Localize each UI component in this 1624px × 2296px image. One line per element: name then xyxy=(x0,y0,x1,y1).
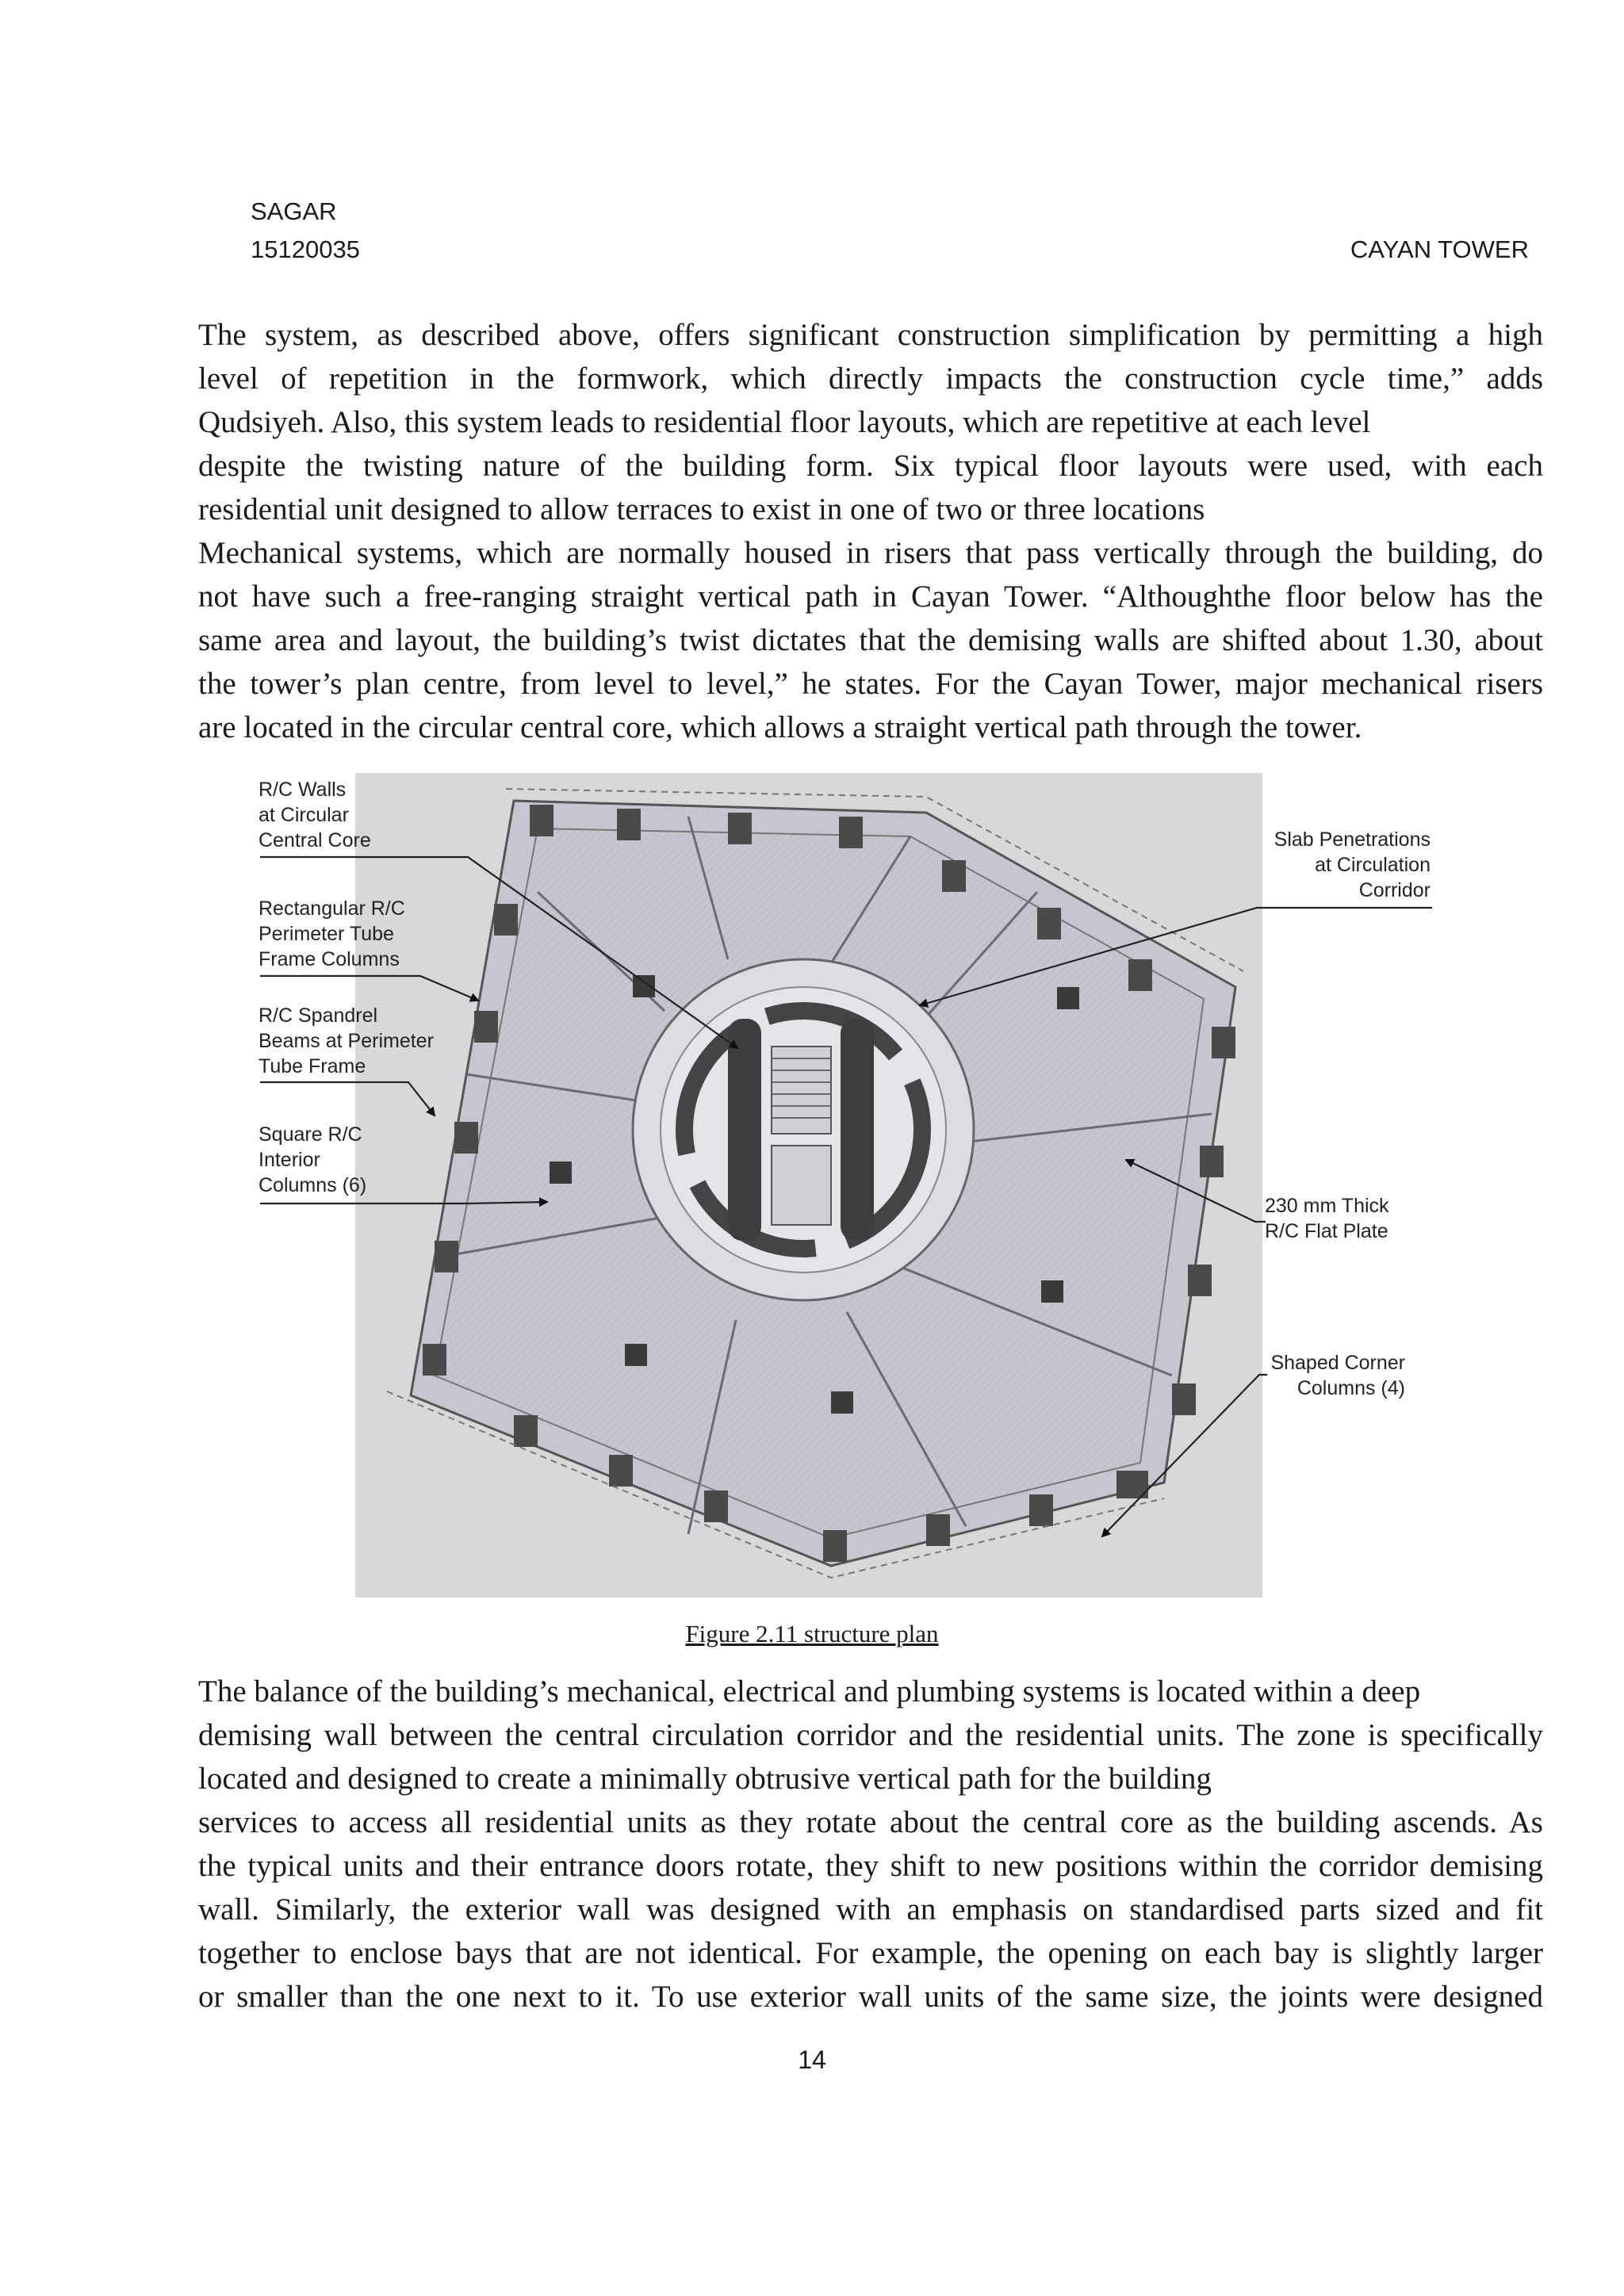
callout-spandrel-beams: R/C Spandrel Beams at Perimeter Tube Frame xyxy=(259,1004,434,1077)
floor-plan-drawing xyxy=(355,773,1262,1598)
callout-flat-plate: 230 mm Thick R/C Flat Plate xyxy=(1265,1195,1389,1242)
callout-slab-penetrations: Slab Penetrations at Circulation Corridor xyxy=(1274,828,1431,901)
text-line: are located in the circular central core, which allows a straight vertical path through the tower. xyxy=(198,710,1362,744)
header-document-title: CAYAN TOWER xyxy=(1350,235,1529,263)
text-line: Mechanical systems, which are normally housed in risers that pass vertically through the building, do xyxy=(198,536,1543,570)
text-line: same area and layout, the building’s twist dictates that the demising walls are shifted about 1.30, about xyxy=(198,623,1543,657)
callout-rect-columns: Rectangular R/C Perimeter Tube Frame Columns xyxy=(259,897,405,970)
text-line: Qudsiyeh. Also, this system leads to residential floor layouts, which are repetitive at each level xyxy=(198,405,1371,439)
text-line: wall. Similarly, the exterior wall was designed with an emphasis on standardised parts sized and fit xyxy=(198,1892,1543,1927)
text-line: located and designed to create a minimally obtrusive vertical path for the building xyxy=(198,1762,1212,1796)
text-line: the typical units and their entrance doors rotate, they shift to new positions within the corridor demising xyxy=(198,1849,1543,1883)
page-number: 14 xyxy=(798,2045,826,2074)
header-author-name: SAGAR xyxy=(251,197,337,225)
text-line: The balance of the building’s mechanical, electrical and plumbing systems is located within a deep xyxy=(198,1674,1421,1709)
text-line: despite the twisting nature of the building form. Six typical floor layouts were used, with each xyxy=(198,449,1543,483)
callout-core-walls: R/C Walls at Circular Central Core xyxy=(259,779,371,851)
text-line: or smaller than the one next to it. To use exterior wall units of the same size, the joints were designed xyxy=(198,1980,1543,2014)
structure-plan-figure xyxy=(355,773,1262,1598)
callout-square-columns: Square R/C Interior Columns (6) xyxy=(259,1123,367,1196)
text-line: services to access all residential units as they rotate about the central core as the building ascends. As xyxy=(198,1805,1543,1839)
body-paragraph-2 xyxy=(198,1670,1543,2019)
text-line: together to enclose bays that are not identical. For example, the opening on each bay is slightly larger xyxy=(198,1936,1543,1970)
text-line: The system, as described above, offers significant construction simplification by permitting a high xyxy=(198,318,1543,352)
callout-corner-columns: Shaped Corner Columns (4) xyxy=(1270,1352,1405,1399)
text-line: not have such a free-ranging straight vertical path in Cayan Tower. “Althoughthe floor below has the xyxy=(198,580,1543,614)
text-line: residential unit designed to allow terraces to exist in one of two or three locations xyxy=(198,492,1205,526)
header-student-id: 15120035 xyxy=(251,235,360,263)
text-line: the tower’s plan centre, from level to level,” he states. For the Cayan Tower, major mechanical risers xyxy=(198,667,1543,701)
body-paragraph-1 xyxy=(198,313,1543,749)
figure-caption: Figure 2.11 structure plan xyxy=(685,1620,939,1647)
text-line: demising wall between the central circulation corridor and the residential units. The zone is specifically xyxy=(198,1718,1543,1752)
text-line: level of repetition in the formwork, which directly impacts the construction cycle time,” adds xyxy=(198,362,1543,396)
